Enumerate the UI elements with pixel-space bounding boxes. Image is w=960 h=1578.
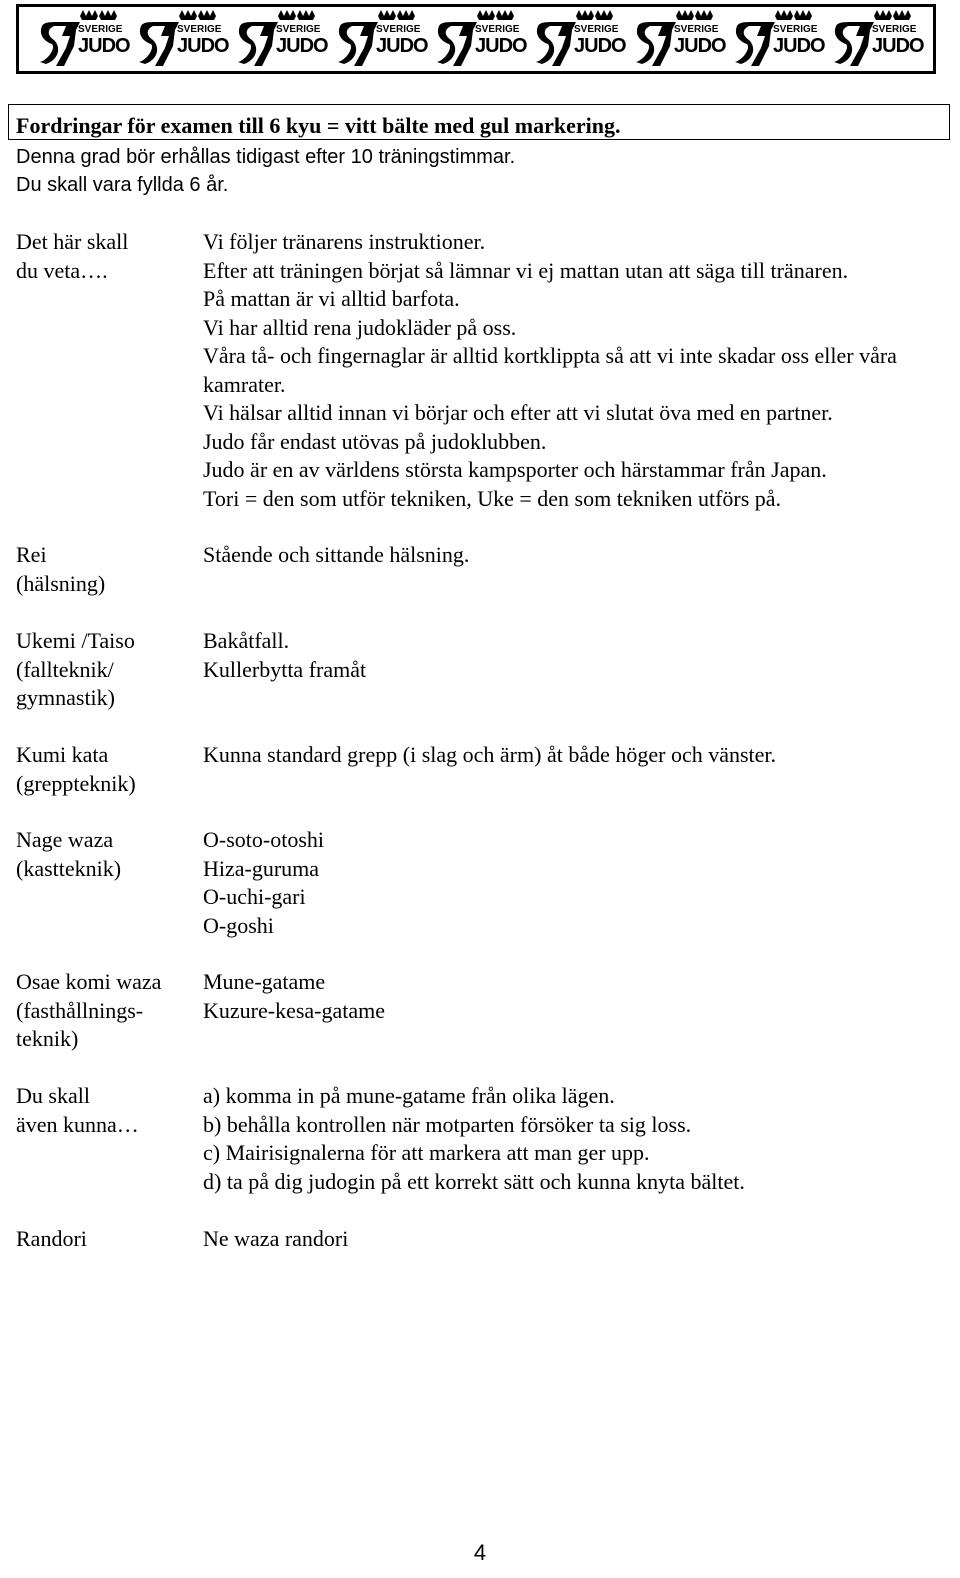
content-line: Vi har alltid rena judokläder på oss. — [203, 314, 517, 340]
section-label-also-know: Du skall även kunna… — [16, 1083, 139, 1137]
content-line: Efter att träningen börjat så lämnar vi ej mattan utan att säga till tränaren. — [203, 257, 849, 283]
logo-line1: SVERIGE — [375, 24, 421, 35]
content-line: b) behålla kontrollen när motparten försöker ta sig loss. — [203, 1111, 692, 1137]
section-label-rules: Det här skall du veta…. — [16, 229, 129, 283]
page-heading: Fordringar för examen till 6 kyu = vitt bälte med gul markering. — [16, 113, 621, 138]
content-line: O-uchi-gari — [203, 884, 306, 909]
section-content-rei — [203, 541, 948, 570]
section-content-nage-waza — [203, 826, 948, 940]
section-label-nage-waza: Nage waza (kastteknik) — [16, 827, 122, 881]
logo-line1: SVERIGE — [673, 24, 719, 35]
section-content-rules — [203, 228, 948, 513]
sverige-judo-logo — [632, 8, 726, 70]
logo-line1: SVERIGE — [77, 24, 123, 35]
content-line: Hiza-guruma — [203, 855, 320, 881]
content-line: Tori = den som utför tekniken, Uke = den som tekniken utförs på. — [203, 485, 782, 511]
content-line: Stående och sittande hälsning. — [203, 542, 470, 567]
logo-line2: JUDO — [673, 35, 726, 57]
sverige-judo-logo — [36, 8, 130, 70]
content-line: Kullerbytta framåt — [203, 656, 367, 682]
logo-line1: SVERIGE — [772, 24, 818, 35]
content-line: Kuzure-kesa-gatame — [203, 997, 386, 1023]
content-line: c) Mairisignalerna för att markera att man ger upp. — [203, 1140, 650, 1165]
logo-line2: JUDO — [474, 35, 527, 57]
logo-line1: SVERIGE — [474, 24, 520, 35]
logo-line2: JUDO — [375, 35, 428, 57]
sverige-judo-logo — [234, 8, 328, 70]
content-line: Bakåtfall. — [203, 628, 290, 653]
logo-line2: JUDO — [772, 35, 825, 57]
content-line: Vi hälsar alltid innan vi börjar och efter att vi slutat öva med en partner. — [203, 400, 833, 425]
section-content-kumi-kata — [203, 741, 948, 770]
content-line: Ne waza randori — [203, 1226, 349, 1251]
content-line: Kunna standard grepp (i slag och ärm) åt både höger och vänster. — [203, 742, 777, 767]
section-content-osae-komi-waza — [203, 968, 948, 1025]
section-label-ukemi: Ukemi /Taiso (fallteknik/ gymnastik) — [16, 628, 135, 710]
logo-banner — [16, 4, 936, 74]
logo-line2: JUDO — [276, 35, 328, 57]
content-line: Judo är en av världens största kampsporter och härstammar från Japan. — [203, 457, 827, 482]
section-label-randori: Randori — [16, 1226, 87, 1251]
content-line: Mune-gatame — [203, 969, 326, 994]
logo-line1: SVERIGE — [276, 24, 321, 35]
sverige-judo-logo — [532, 8, 626, 70]
section-label-kumi-kata: Kumi kata (greppteknik) — [16, 742, 136, 796]
content-line: O-goshi — [203, 912, 274, 938]
sverige-judo-logo — [135, 8, 229, 70]
section-content-randori — [203, 1225, 948, 1254]
sverige-judo-logo — [334, 8, 428, 70]
content-line: Våra tå- och fingernaglar är alltid kortklippta så att vi inte skadar oss eller våra kamrater. — [203, 343, 897, 397]
content-line: På mattan är vi alltid barfota. — [203, 286, 460, 311]
sverige-judo-logo — [731, 8, 825, 70]
page-number: 4 — [473, 1540, 487, 1565]
section-label-rei: Rei (hälsning) — [16, 542, 106, 596]
sverige-judo-logo — [433, 8, 527, 70]
content-line: O-soto-otoshi — [203, 827, 324, 852]
logo-line1: SVERIGE — [872, 24, 917, 35]
logo-line2: JUDO — [176, 35, 229, 57]
content-line: Vi följer tränarens instruktioner. — [203, 229, 486, 254]
content-line: Judo får endast utövas på judoklubben. — [203, 428, 547, 454]
section-label-osae-komi-waza: Osae komi waza (fasthållnings- teknik) — [16, 969, 162, 1051]
intro-line: Denna grad bör erhållas tidigast efter 10 träningstimmar. — [16, 146, 516, 168]
content-line: a) komma in på mune-gatame från olika lägen. — [203, 1083, 615, 1108]
intro-line: Du skall vara fyllda 6 år. — [16, 174, 229, 196]
logo-line2: JUDO — [872, 35, 924, 57]
logo-line2: JUDO — [77, 35, 130, 57]
section-content-also-know — [203, 1082, 948, 1196]
logo-line1: SVERIGE — [574, 24, 619, 35]
sverige-judo-logo — [830, 8, 924, 70]
logo-line1: SVERIGE — [176, 24, 222, 35]
logo-line2: JUDO — [574, 35, 626, 57]
content-line: d) ta på dig judogin på ett korrekt sätt och kunna knyta bältet. — [203, 1168, 745, 1194]
section-content-ukemi — [203, 627, 948, 684]
